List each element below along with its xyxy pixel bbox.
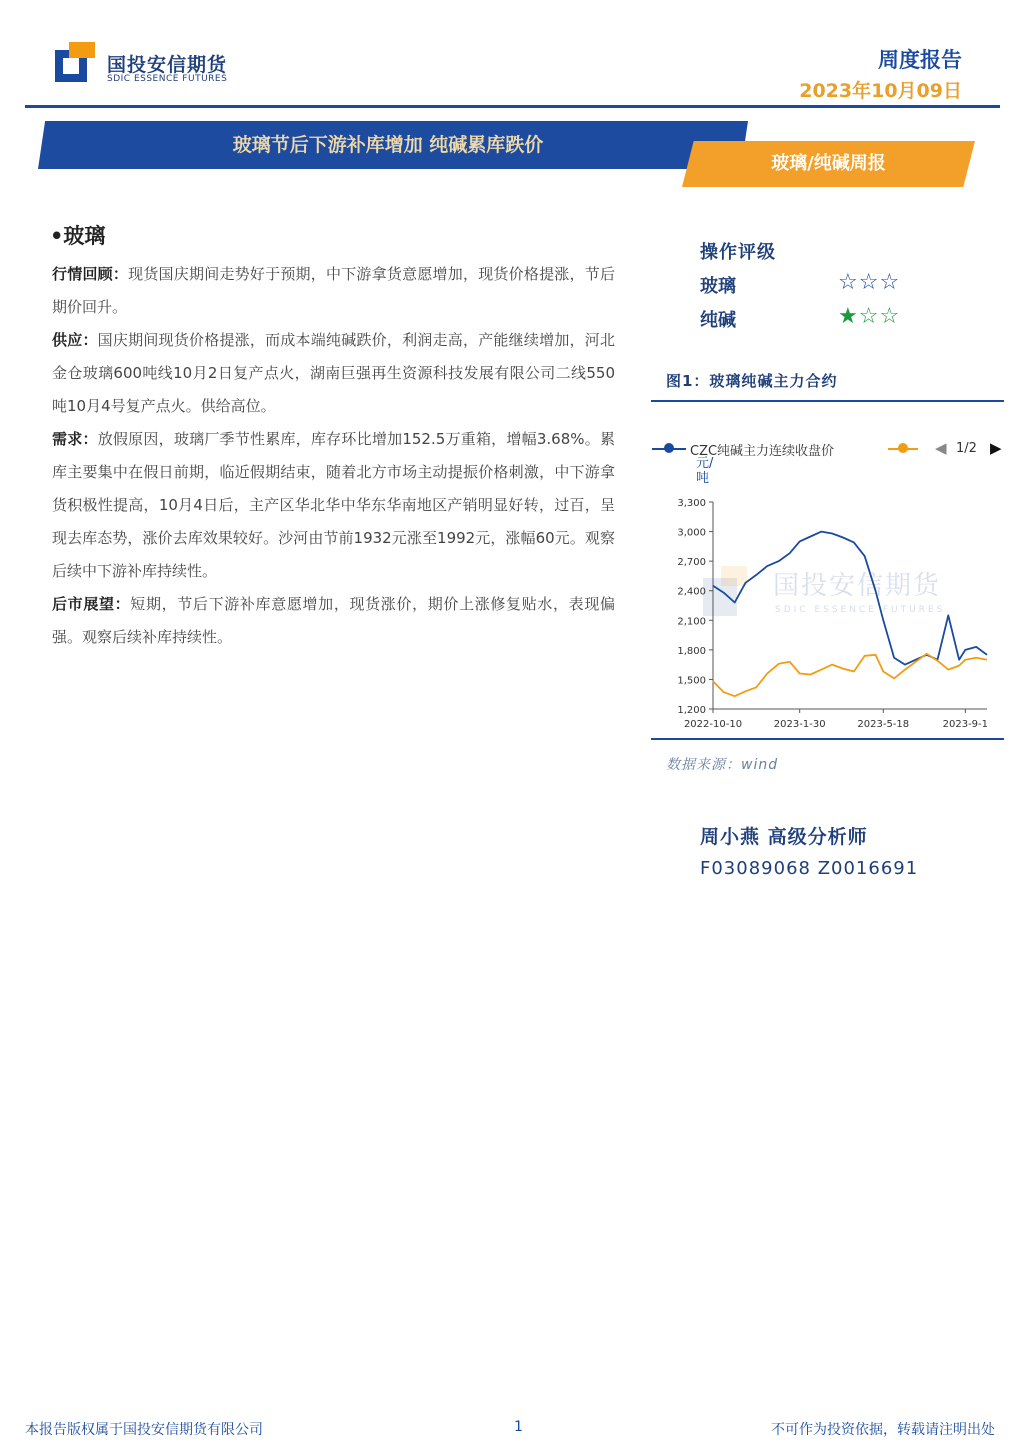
analyst-name: 周小燕 高级分析师 bbox=[700, 826, 868, 848]
x-tick-label: 2023-5-18 bbox=[857, 719, 910, 730]
x-tick-label: 2023-1-30 bbox=[773, 719, 826, 730]
report-date: 2023年10月09日 bbox=[799, 80, 962, 102]
paragraph-label: 需求： bbox=[52, 430, 98, 448]
paragraph-label: 供应： bbox=[52, 331, 98, 349]
y-tick-label: 1,800 bbox=[677, 645, 706, 657]
star-empty-icon: ☆☆ bbox=[858, 304, 901, 329]
series-line-1 bbox=[713, 532, 987, 665]
footer-disclaimer: 不可作为投资依据，转载请注明出处 bbox=[771, 1422, 995, 1438]
y-tick-label: 1,500 bbox=[677, 675, 706, 687]
company-name-en: SDIC ESSENCE FUTURES bbox=[107, 74, 228, 84]
rating-soda-stars bbox=[838, 304, 900, 329]
legend-label-soda: CZC纯碱主力连续收盘价 bbox=[690, 444, 835, 459]
legend-marker-soda bbox=[664, 443, 674, 453]
footer-page-number: 1 bbox=[514, 1419, 523, 1435]
y-tick-label: 2,400 bbox=[677, 586, 706, 598]
rating-glass-stars: ☆☆☆ bbox=[838, 270, 901, 295]
y-tick-label: 3,300 bbox=[677, 498, 706, 509]
paragraph-text: 放假原因，玻璃厂季节性累库，库存环比增加152.5万重箱，增幅3.68%。累库主要集中在假日前期，临近假期结束，随着北方市场主动提振价格刺激，中下游拿货积极性提高，10月4日后，主产区华北华中华东华南地区产销明显好转，过百，呈现去库态势，涨价去库效果较好。沙河由节前1932元涨至1992元，涨幅60元。观察后续中下游补库持续性。 bbox=[52, 430, 615, 580]
legend-marker-series2[interactable] bbox=[898, 443, 908, 453]
x-tick-label: 2023-9-1 bbox=[942, 719, 989, 730]
rating-soda-label: 纯碱 bbox=[700, 310, 736, 331]
section-heading: •玻璃 bbox=[50, 224, 106, 248]
report-type: 周度报告 bbox=[878, 48, 962, 72]
legend-prev-icon[interactable]: ◀ bbox=[935, 439, 947, 457]
data-source: 数据来源：wind bbox=[666, 757, 779, 773]
paragraph-label: 后市展望： bbox=[52, 595, 131, 613]
y-tick-label: 2,700 bbox=[677, 557, 706, 569]
figure-top-rule bbox=[651, 400, 1004, 402]
watermark-text-cn: 国投安信期货 bbox=[773, 571, 942, 601]
x-tick-label: 2022-10-10 bbox=[683, 719, 743, 730]
legend-pager: 1/2 bbox=[956, 441, 977, 456]
paragraph-text: 短期，节后下游补库意愿增加，现货涨价，期价上涨修复贴水，表现偏强。观察后续补库持续性。 bbox=[52, 595, 615, 646]
figure-title: 图1：玻璃纯碱主力合约 bbox=[666, 372, 838, 390]
header-divider bbox=[25, 105, 1000, 108]
y-tick-label: 2,100 bbox=[677, 616, 706, 628]
paragraph-supply bbox=[52, 324, 615, 423]
star-full-icon: ★ bbox=[838, 304, 859, 329]
rating-glass-label: 玻璃 bbox=[700, 276, 736, 297]
report-title: 玻璃节后下游补库增加 纯碱累库跌价 bbox=[232, 134, 544, 156]
report-body bbox=[52, 258, 615, 654]
paragraph-outlook bbox=[52, 588, 615, 654]
paragraph-demand bbox=[52, 423, 615, 588]
y-tick-label: 3,000 bbox=[677, 527, 706, 539]
series-line-2 bbox=[713, 654, 987, 696]
price-chart bbox=[651, 480, 1001, 735]
rating-title: 操作评级 bbox=[700, 242, 776, 263]
company-logo bbox=[55, 42, 97, 84]
y-axis-unit: 元/吨 bbox=[696, 456, 714, 486]
analyst-cert: F03089068 Z0016691 bbox=[700, 858, 919, 879]
watermark-text-en: SDIC ESSENCE FUTURES bbox=[775, 605, 946, 615]
figure-bottom-rule bbox=[651, 738, 1004, 740]
paragraph-text: 现货国庆期间走势好于预期，中下游拿货意愿增加，现货价格提涨，节后期价回升。 bbox=[52, 265, 615, 316]
paragraph-text: 国庆期间现货价格提涨，而成本端纯碱跌价，利润走高，产能继续增加，河北金仓玻璃600吨线10月2日复产点火，湖南巨强再生资源科技发展有限公司二线550吨10月4号复产点火。供给高位。 bbox=[52, 331, 615, 415]
report-subtitle: 玻璃/纯碱周报 bbox=[771, 153, 886, 174]
footer-copyright: 本报告版权属于国投安信期货有限公司 bbox=[25, 1422, 263, 1438]
y-tick-label: 1,200 bbox=[677, 705, 706, 716]
legend-next-icon[interactable]: ▶ bbox=[990, 439, 1002, 457]
paragraph-label: 行情回顾： bbox=[52, 265, 129, 283]
paragraph-market-review bbox=[52, 258, 615, 324]
company-name-cn: 国投安信期货 bbox=[107, 54, 228, 76]
